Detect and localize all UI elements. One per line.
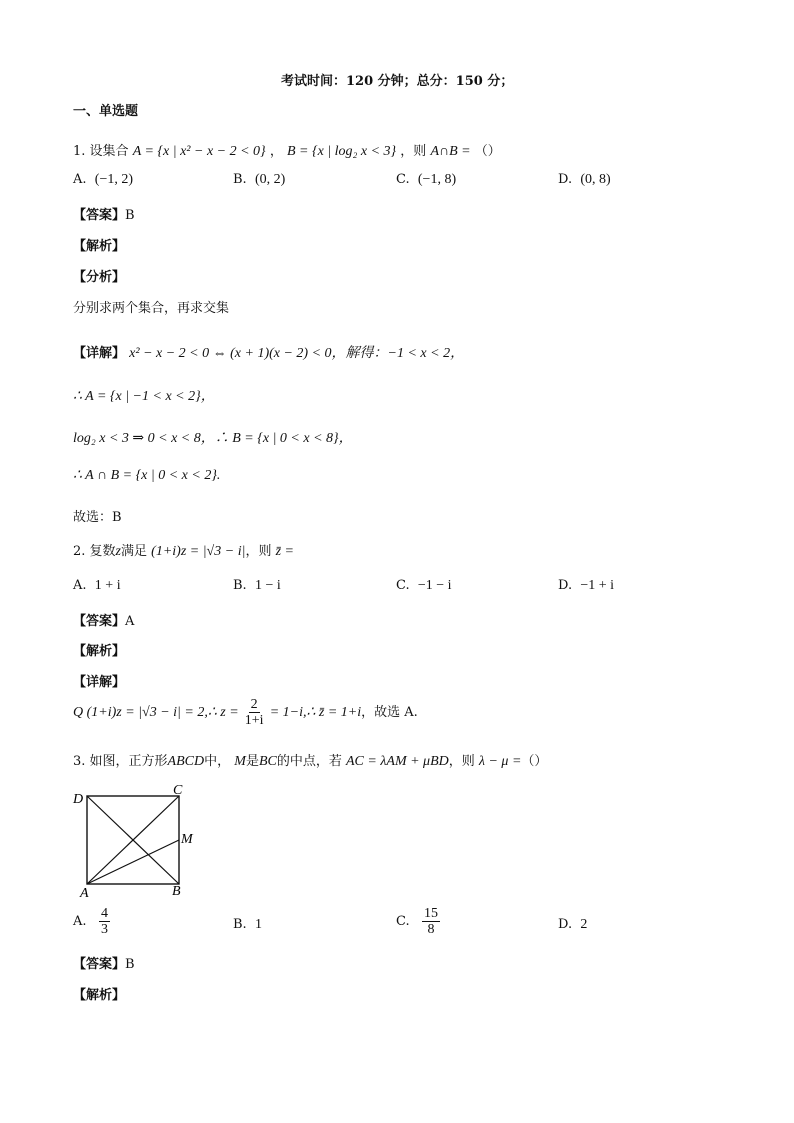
question-1-stem: 1. 设集合 A = {x | x² − x − 2 < 0} ， B = {x | log₂ x < 3} ，则 A∩B = （） (73, 144, 501, 159)
label-m: M (181, 832, 193, 847)
q2-option-a: A. 1 + i (73, 578, 121, 593)
label-d: D (73, 792, 84, 807)
q1-fenxi-label: 【分析】 (73, 270, 126, 285)
set-a-def: A = {x | x² − x − 2 < 0} (132, 144, 266, 159)
q1-detail-line4: ∴ A ∩ B = {x | 0 < x < 2}. (73, 468, 221, 483)
q2-option-c: C. −1 − i (396, 578, 452, 593)
section-title: 一、单选题 (73, 104, 139, 119)
q1-option-a: A. (−1, 2) (73, 172, 134, 187)
q1-detail-line2: ∴ A = {x | −1 < x < 2}， (73, 389, 215, 404)
segment-am (87, 840, 179, 884)
exam-header: 考试时间：120 分钟；总分：150 分； (281, 74, 514, 89)
q1-expr: A∩B = (430, 144, 471, 159)
question-3-stem: 3. 如图，正方形ABCD中， M是BC的中点，若 AC = λAM + μBD，则 λ − μ =（） (73, 754, 548, 769)
q2-equation: (1+i)z = |√3 − i| (151, 544, 246, 559)
q2-option-d: D. −1 + i (558, 578, 615, 593)
label-b: B (172, 884, 181, 899)
q3-answer: 【答案】B (73, 957, 135, 972)
set-b-def: B = {x | log₂ x < 3} (286, 144, 397, 159)
q1-detail-line3: log₂ x < 3 ⇒ 0 < x < 8，∴ B = {x | 0 < x < 8}， (73, 431, 353, 446)
q1-fenxi-text: 分别求两个集合，再求交集 (73, 301, 230, 316)
q2-answer: 【答案】A (73, 614, 135, 629)
q3-option-a: A. $\frac{4}{3}$ (73, 906, 108, 937)
square-figure (70, 782, 200, 900)
q2-analysis-label: 【解析】 (73, 644, 126, 659)
q3-option-d: D. 2 (558, 917, 588, 932)
q3-option-b: B. 1 (233, 917, 262, 932)
label-c: C (173, 783, 183, 798)
q3-vector-eq: AC = λAM + μBD (346, 754, 449, 769)
q1-option-b: B. (0, 2) (233, 172, 286, 187)
q1-option-d: D. (0, 8) (558, 172, 611, 187)
q2-detail-line: Q (1+i)z = |√3 − i| = 2,∴ z = $\frac{2}{1+i}$ = 1−i,∴ z̄ = 1+i，故选 A. (73, 697, 418, 728)
q1-choice: 故选：B (73, 510, 122, 525)
q1-detail-line1: 【详解】 x² − x − 2 < 0 ⇔ (x + 1)(x − 2) < 0，解得：−1 < x < 2， (73, 346, 465, 361)
q1-option-c: C. (−1, 8) (396, 172, 457, 187)
q2-detail-label: 【详解】 (73, 675, 126, 690)
q3-option-c: C. $\frac{15}{8}$ (396, 906, 439, 937)
label-a: A (80, 886, 89, 900)
question-2-stem: 2. 复数z满足 (1+i)z = |√3 − i|，则 z̄ = (73, 544, 294, 559)
q2-fraction: $\frac{2}{1+i}$ (244, 697, 264, 728)
q3-analysis-label: 【解析】 (73, 988, 126, 1003)
q2-option-b: B. 1 − i (233, 578, 281, 593)
q1-analysis-label: 【解析】 (73, 239, 126, 254)
q1-answer: 【答案】B (73, 208, 135, 223)
